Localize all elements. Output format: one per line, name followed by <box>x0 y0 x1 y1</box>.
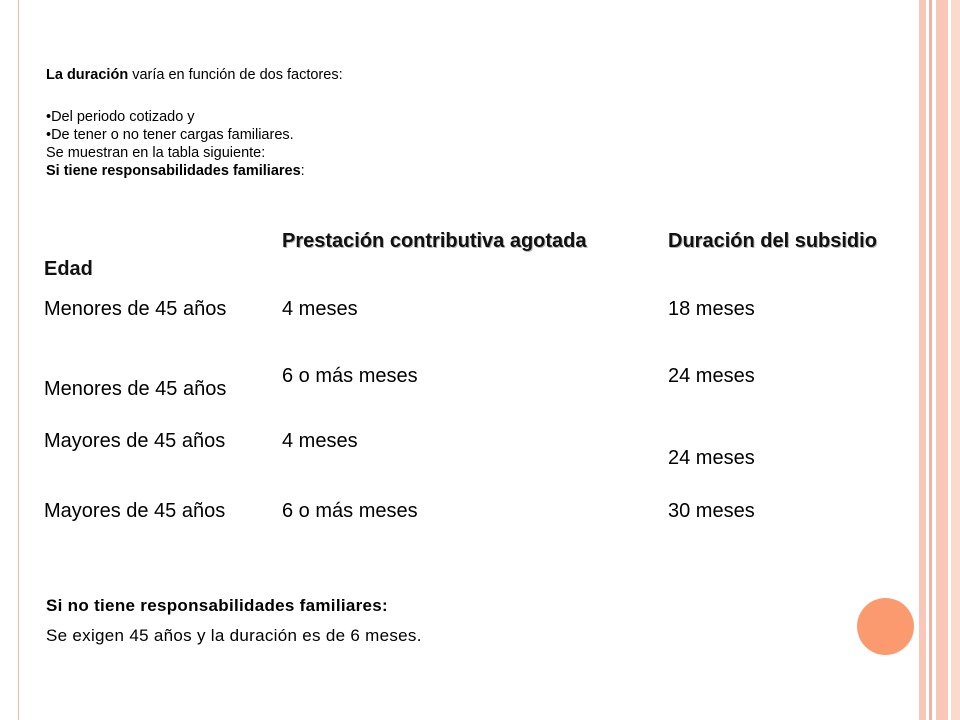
intro-line-4: Se muestran en la tabla siguiente: <box>46 145 266 161</box>
row-2-duracion: 24 meses <box>668 365 755 387</box>
header-edad: Edad <box>44 258 93 280</box>
row-3-edad: Mayores de 45 años <box>44 430 226 452</box>
row-1-edad: Menores de 45 años <box>44 298 227 320</box>
intro-bullet-1: •Del periodo cotizado y <box>46 109 195 125</box>
intro-bullet-2: •De tener o no tener cargas familiares. <box>46 127 294 143</box>
row-1-duracion: 18 meses <box>668 298 755 320</box>
slide-frame-left <box>0 0 19 720</box>
row-1-prestacion: 4 meses <box>282 298 358 320</box>
footer-text: Se exigen 45 años y la duración es de 6 meses. <box>46 626 422 645</box>
row-2-edad: Menores de 45 años <box>44 378 227 400</box>
footer-heading: Si no tiene responsabilidades familiares: <box>46 596 389 615</box>
intro-line-5-bold: Si tiene responsabilidades familiares <box>46 163 301 179</box>
row-3-prestacion: 4 meses <box>282 430 358 452</box>
row-2-prestacion: 6 o más meses <box>282 365 418 387</box>
slide-frame-right-stripes <box>919 0 960 720</box>
intro-line-5-rest: : <box>300 163 305 179</box>
header-prestacion: Prestación contributiva agotada <box>282 230 587 252</box>
row-3-duracion: 24 meses <box>668 447 755 469</box>
header-duracion: Duración del subsidio <box>668 230 877 252</box>
intro-line-1-bold: La duración <box>46 67 129 83</box>
row-4-prestacion: 6 o más meses <box>282 500 418 522</box>
row-4-edad: Mayores de 45 años <box>44 500 226 522</box>
intro-line-1 <box>46 66 343 84</box>
intro-line-1-rest: varía en función de dos factores: <box>128 67 343 83</box>
intro-line-5 <box>46 162 305 180</box>
decorative-circle <box>857 598 914 655</box>
row-4-duracion: 30 meses <box>668 500 755 522</box>
